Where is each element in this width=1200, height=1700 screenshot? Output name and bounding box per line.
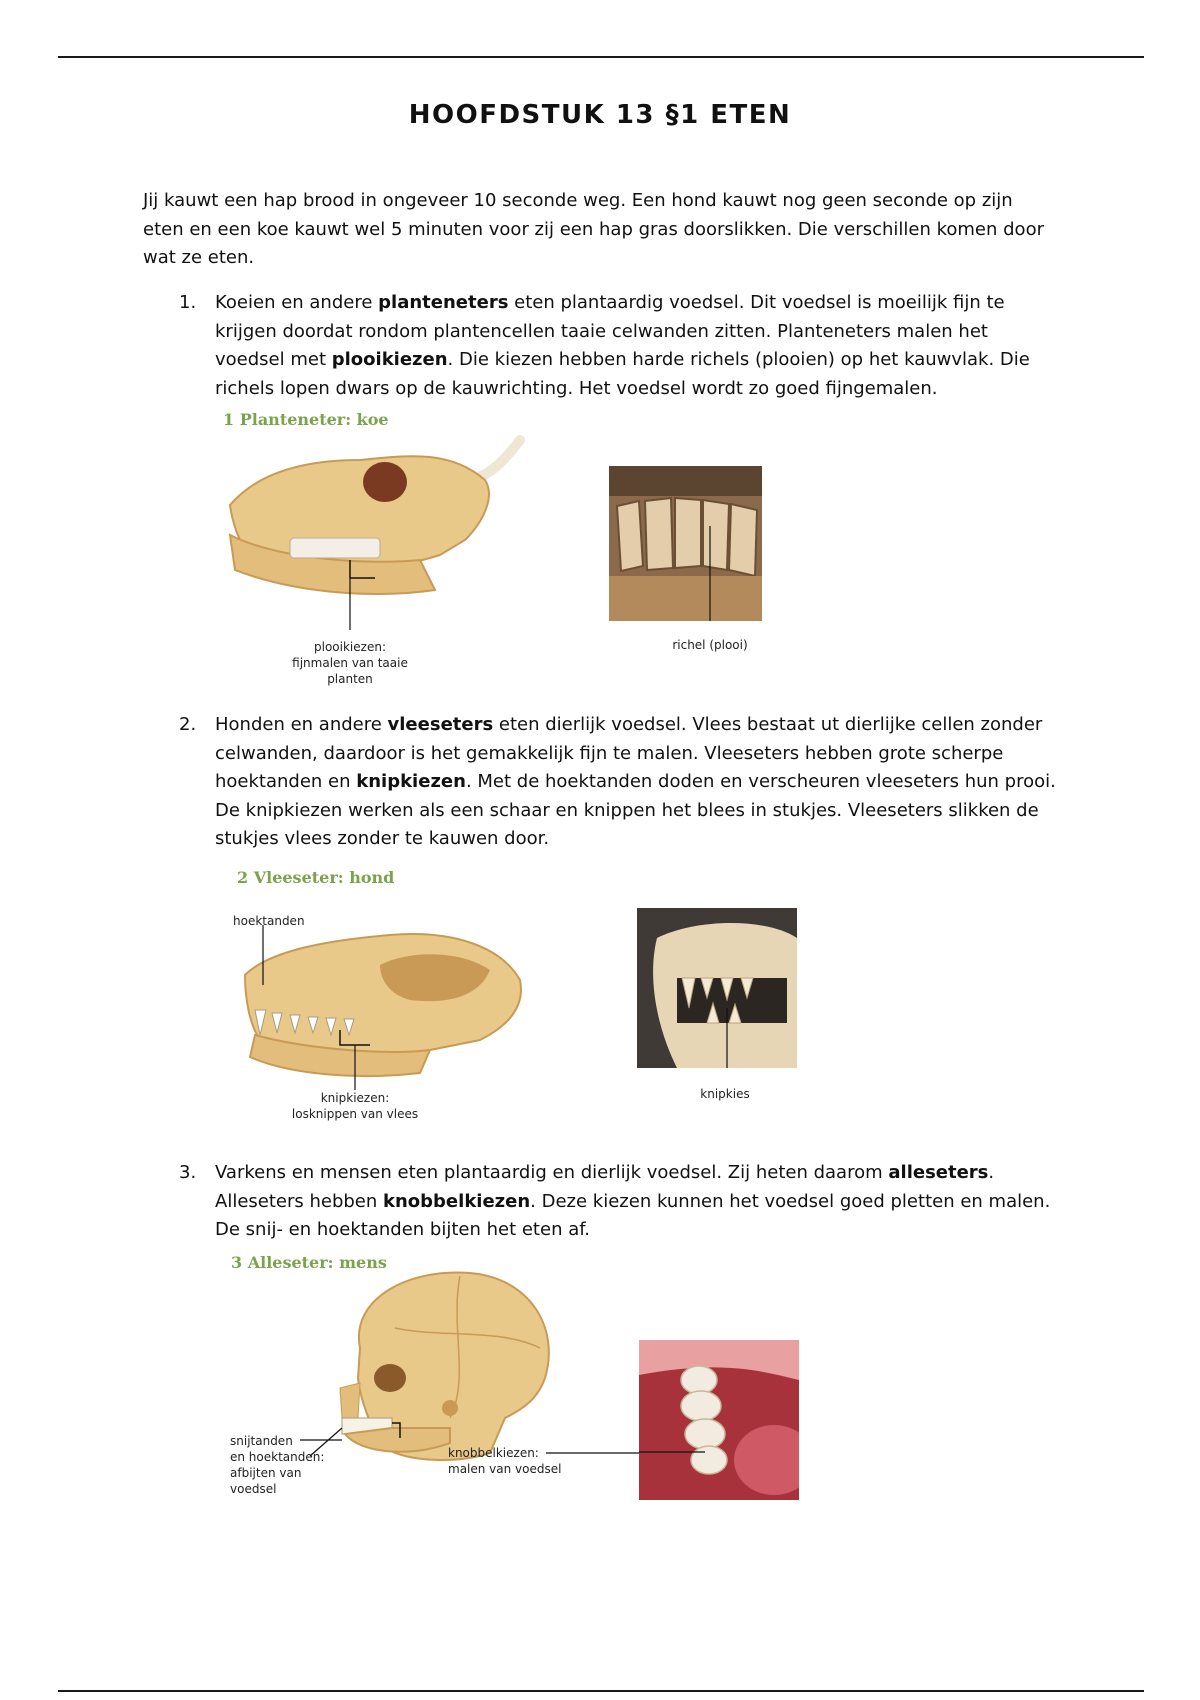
label-snijtanden: snijtanden en hoektanden: afbijten van voedsel [230,1434,325,1496]
figure-caption-3: 3 Alleseter: mens [231,1253,387,1272]
term-knobbelkiezen: knobbelkiezen [383,1190,531,1212]
list-number: 1. [179,292,197,313]
figure-caption-1: 1 Planteneter: koe [223,410,389,429]
term-knipkiezen: knipkiezen [356,771,466,792]
list-item-planteneters [143,289,1058,403]
intro-paragraph: Jij kauwt een hap brood in ongeveer 10 seconde weg. Een hond kauwt nog geen seconde op zijn eten en een koe kauwt wel 5 minuten voor zij een hap gras doorslikken. Die verschillen komen door wat ze eten. [143,190,1044,268]
term-planteneters: planteneters [378,292,509,313]
list-text: Koeien en andere planteneters eten plantaardig voedsel. Dit voedsel is moeilijk fijn te krijgen doordat rondom plantencellen taaie celwanden zitten. Planteneters malen het voedsel met plooikiezen. Die kiezen hebben harde richels (plooien) op het kauwvlak. Die richels lopen dwars op de kauwrichting. Het voedsel wordt zo goed fijngemalen. [215,292,1030,399]
label-plooikiezen: plooikiezen: fijnmalen van taaie planten [292,640,408,686]
bottom-rule [58,1690,1144,1692]
cow-teeth-photo [609,466,762,621]
human-molars-photo [639,1340,799,1500]
page-title: HOOFDSTUK 13 §1 ETEN [408,100,792,130]
list-number: 2. [179,714,197,735]
term-plooikiezen: plooikiezen [331,349,448,370]
label-knipkies: knipkies [700,1087,750,1101]
dog-skull-illustration [230,925,530,1095]
label-knobbelkiezen: knobbelkiezen: malen van voedsel [448,1446,562,1476]
list-item-vleeseters [143,711,1058,854]
top-rule [58,56,1144,58]
cow-skull-illustration [220,420,530,640]
figure-caption-2: 2 Vleeseter: hond [237,868,395,887]
dog-teeth-photo [637,908,797,1068]
list-text: Varkens en mensen eten plantaardig en dierlijk voedsel. Zij heten daarom alleseters. Alleseters hebben knobbelkiezen. Deze kiezen kunnen het voedsel goed pletten en malen. De snij- en hoektanden bijten het eten af. [215,1162,1051,1240]
list-text: Honden en andere vleeseters eten dierlijk voedsel. Vlees bestaat ut dierlijke cellen zonder celwanden, daardoor is het gemakkelijk fijn te malen. Vleeseters hebben grote scherpe hoektanden en knipkiezen. Met de hoektanden doden en verscheuren vleeseters hun prooi. De knipkiezen werken als een schaar en knippen het blees in stukjes. Vleeseters slikken de stukjes vlees zonder te kauwen door. [215,714,1056,849]
label-hoektanden: hoektanden [233,914,305,928]
term-alleseters: alleseters [888,1162,989,1183]
term-vleeseters: vleeseters [387,714,494,735]
label-knipkiezen: knipkiezen: losknippen van vlees [291,1091,419,1121]
list-item-alleseters [143,1159,1058,1245]
label-richel: richel (plooi) [672,638,748,652]
list-number: 3. [179,1162,197,1183]
